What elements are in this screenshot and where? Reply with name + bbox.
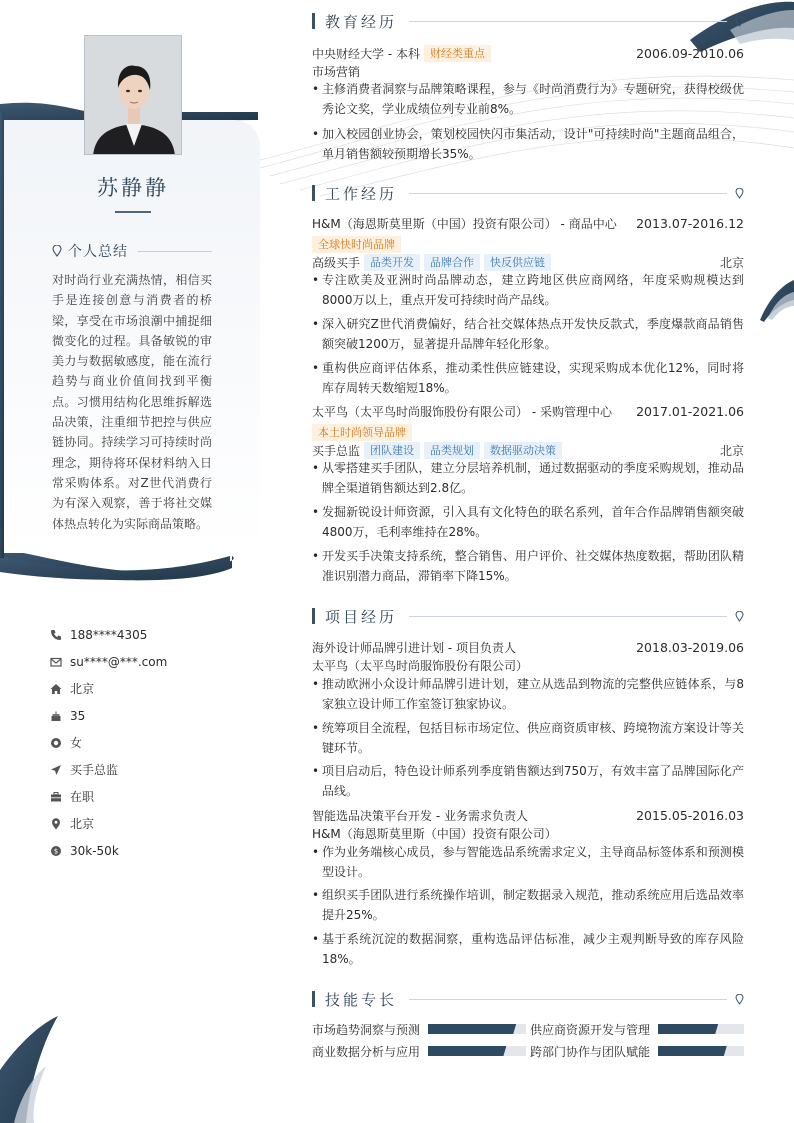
contact-text: 30k-50k [70,843,119,858]
contact-city [50,810,250,837]
svg-text:$: $ [53,847,59,856]
skill-item [312,1044,526,1058]
project-bullet: • 统筹项目全流程，包括目标市场定位、供应商资质审核、跨境物流方案设计等关键环节。 [312,719,744,758]
contact-salary [50,837,250,864]
section-bar [312,608,315,624]
section-title: 工作经历 [325,184,398,203]
skill-label: 供应商资源开发与管理 [530,1022,651,1037]
project-row [312,806,744,824]
divider [409,999,727,1000]
job-highlight-row [312,236,401,253]
section-title: 项目经历 [325,607,398,626]
skill-bar-fill [428,1024,516,1034]
skill-item [312,1022,526,1036]
contact-status [50,783,250,810]
divider [409,616,727,617]
work-header [312,182,744,204]
project-date: 2015.05-2016.03 [636,807,744,823]
job-highlight-tag: 本土时尚领导品牌 [312,424,412,441]
job-city: 北京 [719,255,744,270]
section-title: 技能专长 [325,990,398,1009]
skill-label: 商业数据分析与应用 [312,1044,421,1059]
divider [138,251,212,252]
job-skill-tag: 品牌合作 [424,254,480,271]
job-date: 2017.01-2021.06 [636,403,744,419]
location-pin-icon [735,994,744,1005]
job-bullet: • 从零搭建买手团队，建立分层培养机制，通过数据驱动的季度采购规划，推动品牌全渠道销售额达到2.8亿。 [312,459,744,498]
project-row [312,638,744,656]
project-org: 太平鸟（太平鸟时尚服饰股份有限公司） [312,659,529,673]
project-date: 2018.03-2019.06 [636,639,744,655]
job-role-row [312,253,744,271]
project-bullet: • 基于系统沉淀的数据洞察，重构选品评估标准，减少主观判断导致的库存风险18%。 [312,930,744,969]
project-bullet: • 推动欧洲小众设计师品牌引进计划，建立从选品到物流的完整供应链体系，与8家独立设计师工作室签订独家协议。 [312,675,744,714]
section-bar [312,13,315,29]
summary-text: 对时尚行业充满热情，相信买手是连接创意与消费者的桥梁，享受在市场浪潮中捕捉细微变化的过程。具备敏锐的审美力与数据敏感度，能在流行趋势与商业价值间找到平衡点。习惯用结构化思维拆解选品决策，注重细节把控与供应链协同。持续学习可持续时尚理念，期待将环保材料纳入日常采购体系。对Z世代消费行为有深入观察，善于将社交媒体热点转化为实际商品策略。 [52,273,212,531]
job-bullet: • 重构供应商评估体系，推动柔性供应链建设，实现采购成本优化12%，同时将库存周转天数缩短18%。 [312,359,744,398]
project-name: 智能选品决策平台开发 - 业务需求负责人 [312,808,528,823]
contact-text: 35 [70,708,86,723]
skill-label: 市场趋势洞察与预测 [312,1022,421,1037]
education-bullet: • 主修消费者洞察与品牌策略课程，参与《时尚消费行为》专题研究，获得校级优秀论文奖，学业成绩位列专业前8%。 [312,80,744,119]
job-skill-tag: 快反供应链 [484,254,551,271]
job-skill-tag: 团队建设 [364,442,420,459]
section-bar [312,991,315,1007]
contact-text: 北京 [70,817,95,831]
skill-bar [658,1046,744,1056]
project-bullet: • 作为业务端核心成员，参与智能选品系统需求定义，主导商品标签体系和预测模型设计。 [312,843,744,882]
job-role: 高级买手 [312,255,361,270]
job-date: 2013.07-2016.12 [636,215,744,231]
job-bullet: • 开发买手决策支持系统，整合销售、用户评价、社交媒体热度数据，帮助团队精准识别潜力商品，滞销率下降15%。 [312,547,744,586]
job-bullet: • 深入研究Z世代消费偏好，结合社交媒体热点开发快反款式，季度爆款商品销售额突破1200万，显著提升品牌年轻化形象。 [312,315,744,354]
job-skill-tag: 品类规划 [424,442,480,459]
job-company: 太平鸟（太平鸟时尚服饰股份有限公司） - 采购管理中心 [312,404,612,419]
skill-bar [428,1024,526,1034]
job-skill-tag: 数据驱动决策 [484,442,562,459]
projects-header [312,605,744,627]
project-bullet: • 组织买手团队进行系统操作培训，制定数据录入规范，推动系统应用后选品效率提升25%。 [312,886,744,925]
contact-text: su****@***.com [70,654,168,669]
contact-text: 北京 [70,682,95,696]
skill-bar [658,1024,744,1034]
briefcase-icon [50,791,62,803]
contact-home [50,675,250,702]
job-highlight-tag: 全球快时尚品牌 [312,236,401,253]
contact-phone [50,621,250,648]
contact-text: 在职 [70,790,95,804]
skill-item [530,1022,744,1036]
job-role: 买手总监 [312,443,361,458]
project-org: H&M（海恩斯莫里斯（中国）投资有限公司） [312,827,557,841]
education-date: 2006.09-2010.06 [636,45,744,61]
cake-icon [50,710,62,722]
skill-item [530,1044,744,1058]
skill-bar-fill [658,1046,727,1056]
contact-list [50,621,250,864]
location-pin-icon [735,611,744,622]
skill-bar-fill [658,1024,718,1034]
phone-icon [50,629,62,641]
contact-email [50,648,250,675]
summary-header [52,242,212,260]
section-title: 教育经历 [325,12,398,31]
name-underline [115,211,151,213]
section-bar [312,185,315,201]
contact-text: 188****4305 [70,627,148,642]
project-bullet: • 项目启动后，特色设计师系列季度销售额达到750万，有效丰富了品牌国际化产品线。 [312,762,744,801]
location-pin-icon [735,188,744,199]
location-pin-icon [50,818,62,830]
salary-icon [50,845,62,857]
skills-header [312,988,744,1010]
job-row [312,214,744,232]
job-skill-tag: 品类开发 [364,254,420,271]
contact-text: 女 [70,736,83,750]
job-company: H&M（海恩斯莫里斯（中国）投资有限公司） - 商品中心 [312,216,617,231]
home-icon [50,683,62,695]
divider [409,193,727,194]
job-city: 北京 [719,443,744,458]
education-header [312,10,744,32]
contact-gender [50,729,250,756]
skill-label: 跨部门协作与团队赋能 [530,1044,651,1059]
contact-age [50,702,250,729]
skill-bar [428,1046,526,1056]
contact-text: 买手总监 [70,763,119,777]
school-tag: 财经类重点 [424,45,491,62]
job-bullet: • 发掘新锐设计师资源，引入具有文化特色的联名系列，首年合作品牌销售额突破4800万，毛利率维持在28%。 [312,503,744,542]
job-role-row [312,441,744,459]
school-name: 中央财经大学 - 本科 [312,46,420,61]
candidate-name: 苏静静 [97,176,169,200]
profile-photo [84,35,182,155]
location-pin-icon [735,16,744,27]
divider [409,21,727,22]
send-icon [50,764,62,776]
job-row [312,402,744,420]
contact-position [50,756,250,783]
job-highlight-row [312,424,412,441]
education-row [312,44,744,62]
skill-bar-fill [428,1046,506,1056]
job-bullet: • 专注欧美及亚洲时尚品牌动态，建立跨地区供应商网络，年度采购规模达到8000万以上，重点开发可持续时尚产品线。 [312,271,744,310]
education-major: 市场营销 [312,65,361,79]
education-bullet: • 加入校园创业协会，策划校园快闪市集活动，设计"可持续时尚"主题商品组合，单月销售额较预期增长35%。 [312,125,744,164]
mail-icon [50,656,62,668]
project-name: 海外设计师品牌引进计划 - 项目负责人 [312,640,516,655]
gender-icon [50,737,62,749]
location-pin-icon [52,245,62,257]
summary-title: 个人总结 [68,244,128,260]
